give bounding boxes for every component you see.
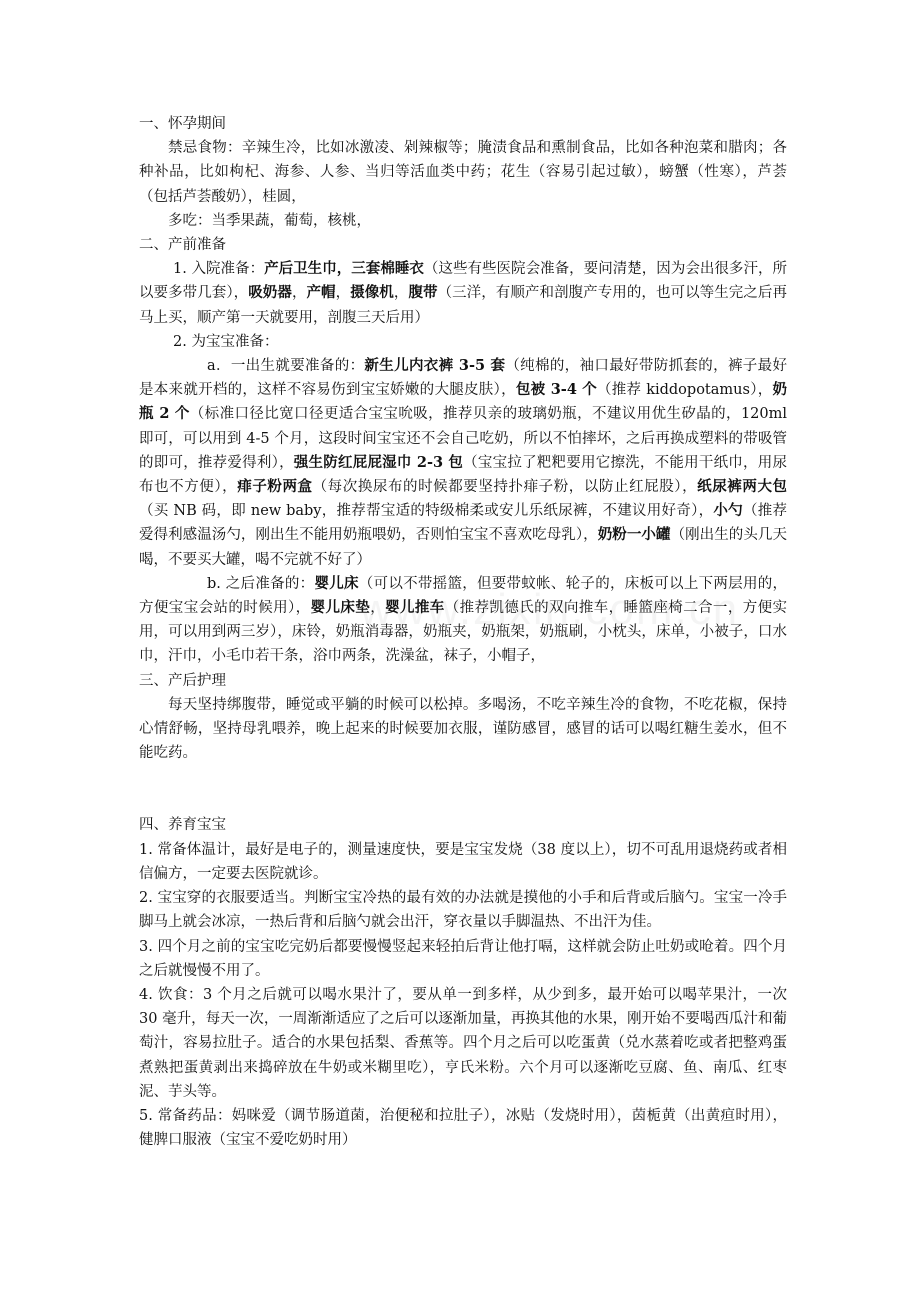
text-run: （纯棉的，袖口最好带防抓套的，裤子最好是本来就开档的，这样不容易伤到宝宝娇嫩的大腿皮肤），: [139, 358, 787, 399]
text-run: （推荐爱得利感温汤勺，刚出生不能用奶瓶喂奶，否则怕宝宝不喜欢吃母乳），: [139, 503, 788, 544]
text-run: 1. 入院准备：: [173, 261, 265, 278]
paragraph-eat-more: 多吃：当季果蔬，葡萄，核桃，: [168, 212, 371, 229]
text-run: （买 NB 码，即 new baby，推荐帮宝适的特级棉柔或安儿乐纸尿裤，不建议用好奇），: [139, 503, 714, 520]
section-heading-pregnancy: 一、怀孕期间: [139, 116, 226, 132]
bold-run: 小勺: [713, 502, 743, 520]
list-item: 4. 饮食：3 个月之后就可以喝水果汁了，要从单一到多样，从少到多，最开始可以喝苹果汁，一次 30 毫升，每天一次，一周渐渐适应了之后可以逐渐加量，再换其他的水果，刚开始不要喝西瓜汁和葡萄汁，容易拉肚子。适合的水果包括梨、香蕉等。四个月之后可以吃蛋黄（兑水蒸着吃或者把整鸡蛋煮熟把蛋黄剥出来捣碎放在牛奶或米糊里吃），亨氏米粉。六个月可以逐渐吃豆腐、鱼、南瓜、红枣泥、芋头等。: [139, 986, 787, 1100]
text-run: （推荐 kiddopotamus），: [597, 382, 773, 399]
text-run: ，: [370, 600, 386, 617]
bold-run: 婴儿床垫: [310, 599, 371, 617]
text-run: （标准口径比宽口径更适合宝宝吮吸，推荐贝亲的玻璃奶瓶，不建议用优生矽晶的，120ml 即可，可以用到 4-5 个月，这段时间宝宝还不会自己吃奶，所以不怕摔坏，之后再换成塑料的带吸管的即可，推荐爱得利），: [139, 406, 788, 471]
paragraph-hospital-prep: [139, 257, 787, 330]
bold-run: 婴儿推车: [385, 599, 445, 617]
list-item: 5. 常备药品：妈咪爱（调节肠道菌，治便秘和拉肚子），冰贴（发烧时用），茵栀黄（出黄疸时用），健脾口服液（宝宝不爱吃奶时用）: [139, 1107, 787, 1149]
bold-run: 纸尿裤两大包: [697, 478, 788, 496]
paragraph-baby-prep-b: [139, 572, 787, 669]
section-heading-prenatal: 二、产前准备: [139, 237, 226, 254]
paragraph-postnatal-care: 每天坚持绑腹带，睡觉或平躺的时候可以松掉。多喝汤，不吃辛辣生冷的食物，不吃花椒，保持心情舒畅，坚持母乳喂养，晚上起来的时候要加衣服，谨防感冒，感冒的话可以喝红糖生姜水，但不能吃药。: [139, 696, 787, 762]
text-run: （每次换尿布的时候都要坚持扑痱子粉，以防止红屁股），: [312, 479, 698, 496]
bold-run: 产帽: [306, 284, 336, 302]
bold-run: 强生防红屁屁湿巾 2-3 包: [293, 453, 464, 471]
bold-run: 奶粉一小罐: [597, 526, 671, 544]
list-item: 2. 宝宝穿的衣服要适当。判断宝宝冷热的最有效的办法就是摸他的小手和后背或后脑勺。宝宝一冷手脚马上就会冰凉，一热后背和后脑勺就会出汗，穿衣量以手脚温热、不出汗为佳。: [139, 890, 787, 931]
bold-run: 吸奶器: [248, 284, 292, 302]
bold-run: 痱子粉两盒: [237, 478, 313, 496]
spacer: [139, 765, 787, 813]
text-run: （刚出生的头几天喝，不要买大罐，喝不完就不好了）: [139, 527, 787, 568]
list-item: 1. 常备体温计，最好是电子的，测量速度快，要是宝宝发烧（38 度以上），切不可乱用退烧药或者相信偏方，一定要去医院就诊。: [139, 841, 787, 882]
paragraph-taboo-foods: 禁忌食物：辛辣生冷，比如冰激凌、剁辣椒等；腌渍食品和熏制食品，比如各种泡菜和腊肉；各种补品，比如枸杞、海参、人参、当归等活血类中药；花生（容易引起过敏），螃蟹（性寒），芦荟（包括芦荟酸奶），桂圆，: [139, 140, 787, 205]
bold-run: 新生儿内衣裤 3-5 套: [364, 357, 506, 375]
text-run: （这些有些医院会准备，要问清楚，因为会出很多汗，所以要多带几套），: [139, 261, 788, 302]
list-item: 3. 四个月之前的宝宝吃完奶后都要慢慢竖起来轻拍后背让他打嗝，这样就会防止吐奶或呛着。四个月之后就慢慢不用了。: [139, 938, 787, 979]
text-run: b. 之后准备的：: [207, 575, 315, 592]
text-run: （可以不带摇篮，但要带蚊帐、轮子的，床板可以上下两层用的，方便宝宝会站的时候用），: [139, 575, 788, 617]
paragraph-baby-prep-title: 2. 为宝宝准备：: [173, 333, 279, 350]
text-run: a．一出生就要准备的：: [207, 358, 365, 375]
section-heading-raising: 四、养育宝宝: [139, 817, 226, 834]
section-heading-postnatal: 三、产后护理: [139, 672, 226, 689]
text-run: ，: [335, 285, 351, 302]
bold-run: 婴儿床: [314, 574, 359, 592]
text-run: ，: [393, 285, 409, 302]
bold-run: 包被 3-4 个: [515, 381, 597, 399]
bold-run: 摄像机: [350, 284, 394, 302]
text-run: （推荐凯德氏的双向推车，睡篮座椅二合一，方便实用，可以用到两三岁），床铃，奶瓶消毒器，奶瓶夹，奶瓶架，奶瓶刷，小枕头，床单，小被子，口水巾，汗巾，小毛巾若干条，浴巾两条，洗澡盆，袜子，小帽子，: [139, 600, 788, 665]
text-run: （宝宝拉了粑粑要用它擦洗，不能用干纸巾，用尿布也不方便），: [139, 454, 787, 496]
text-run: （三洋，有顺产和剖腹产专用的，也可以等生完之后再马上买，顺产第一天就要用，剖腹三天后用）: [139, 285, 787, 326]
bold-run: 腹带: [408, 284, 438, 302]
paragraph-baby-prep-a: [139, 354, 787, 572]
text-run: ，: [291, 285, 307, 302]
bold-run: 奶瓶 2 个: [139, 381, 787, 423]
document-body: [139, 112, 787, 1152]
bold-run: 产后卫生巾，三套棉睡衣: [264, 260, 424, 278]
